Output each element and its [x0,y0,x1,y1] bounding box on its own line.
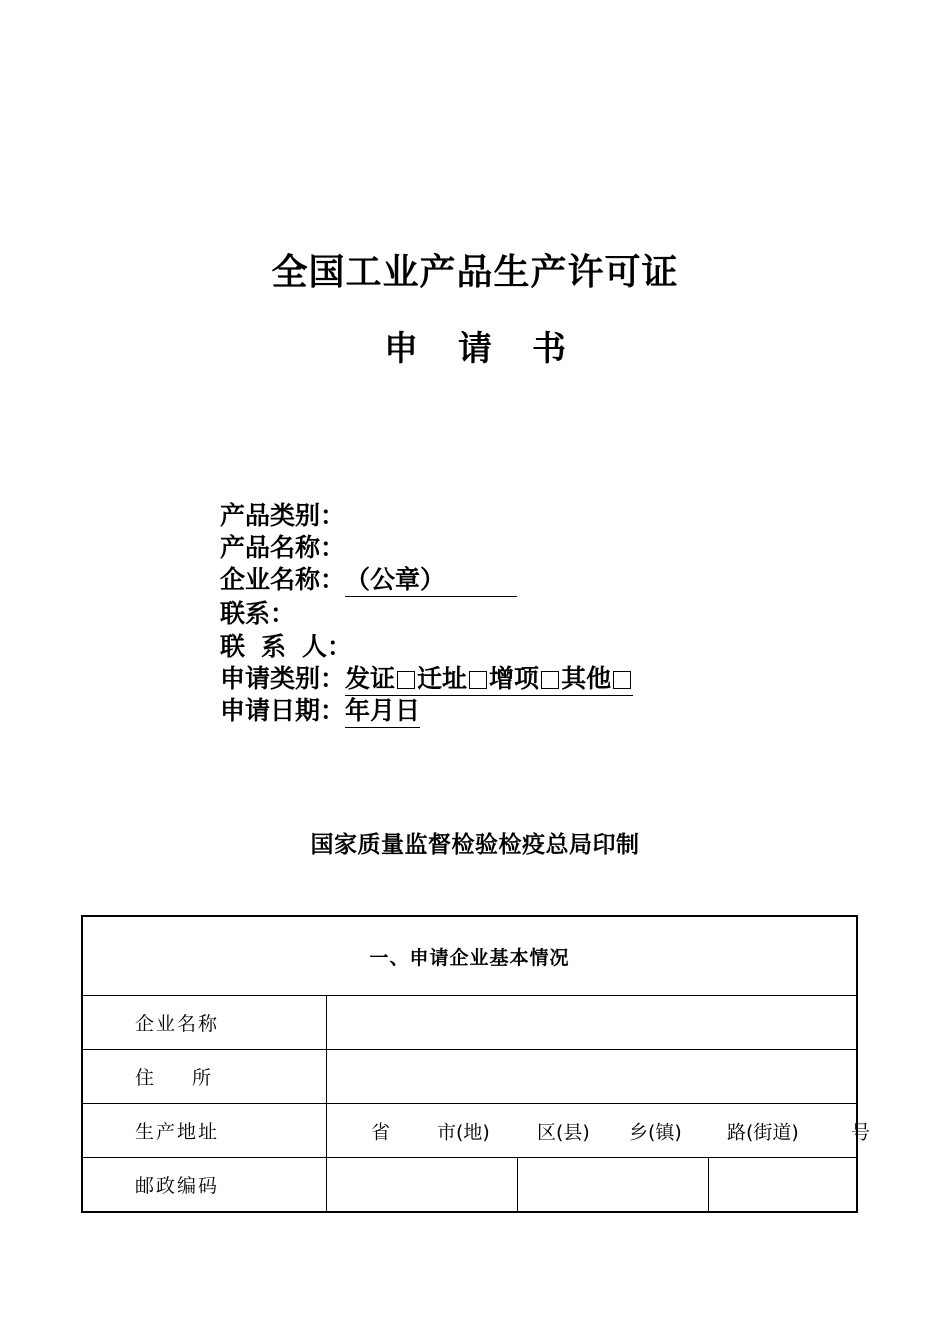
publisher-text: 国家质量监督检验检疫总局印制 [310,831,640,858]
table-row [82,996,857,1050]
address-city: 市(地) [437,1121,490,1143]
section-title: 一、申请企业基本情况 [82,916,857,996]
apply-type-issue-label: 发证 [345,664,396,693]
apply-type-relocate-checkbox[interactable] [469,671,487,689]
product-name-line [220,532,345,564]
apply-type-relocate-label: 迁址 [417,664,468,693]
contact-person-char: 人： [302,632,353,661]
apply-date-label: 申请日期： [220,696,346,725]
apply-date-field[interactable]: 年月日 [345,695,420,728]
contact-person-char: 联 [220,632,246,661]
production-address-row-label: 生产地址 [82,1104,327,1158]
apply-type-other-label: 其他 [561,664,612,693]
postal-code-input-cell[interactable] [327,1158,518,1213]
subtitle-char: 申 [384,329,418,369]
address-township: 乡(镇) [629,1121,682,1143]
subtitle-char: 书 [532,329,566,369]
company-name-input-cell[interactable] [327,996,858,1050]
blank-cell[interactable] [518,1158,709,1213]
address-province: 省 [371,1121,391,1143]
table-row [82,1050,857,1104]
contact-label: 联系： [220,599,296,628]
postal-code-row-label: 邮政编码 [82,1158,327,1213]
company-seal-field[interactable]: （公章） [345,564,517,597]
product-category-label: 产品类别： [220,501,346,530]
residence-label-char: 所 [192,1067,214,1089]
table-row [82,1158,857,1213]
document-subtitle [0,328,950,370]
company-name-line [220,564,517,597]
address-district: 区(县) [537,1121,590,1143]
apply-type-line [220,663,633,696]
address-number: 号 [851,1121,871,1143]
apply-type-options [345,663,633,696]
product-name-label: 产品名称： [220,533,346,562]
blank-cell[interactable] [709,1158,858,1213]
apply-date-line [220,695,420,728]
address-road: 路(街道) [727,1121,799,1143]
document-title: 全国工业产品生产许可证 [271,251,679,293]
contact-person-char: 系 [261,632,287,661]
residence-label-char: 住 [135,1067,157,1089]
subtitle-char: 请 [458,329,492,369]
contact-line [220,598,295,630]
company-name-label: 企业名称： [220,565,346,594]
residence-row-label [82,1050,327,1104]
company-info-table [81,915,871,1213]
contact-person-line [220,631,352,663]
apply-type-label: 申请类别： [220,664,346,693]
product-category-line [220,500,345,532]
apply-type-issue-checkbox[interactable] [397,671,415,689]
residence-input-cell[interactable] [327,1050,858,1104]
company-name-row-label: 企业名称 [82,996,327,1050]
apply-type-other-checkbox[interactable] [613,671,631,689]
production-address-input-cell[interactable] [327,1104,871,1158]
apply-type-add-item-label: 增项 [489,664,540,693]
table-row [82,1104,857,1158]
apply-type-add-item-checkbox[interactable] [541,671,559,689]
